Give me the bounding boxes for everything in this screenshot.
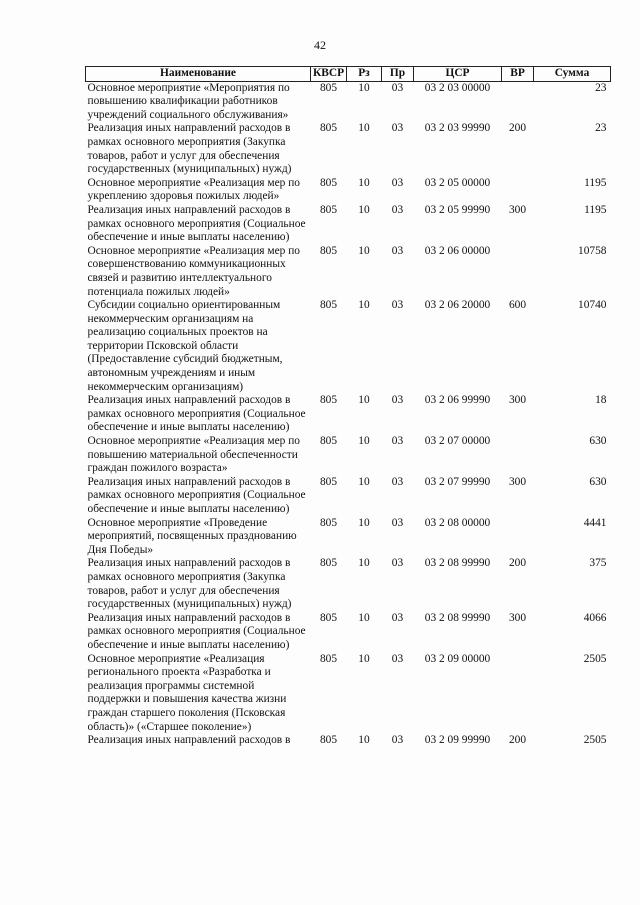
row-vr xyxy=(502,517,534,558)
table-row xyxy=(86,299,611,394)
row-pr: 03 xyxy=(391,652,404,665)
row-csr: 03 2 06 20000 xyxy=(424,299,491,312)
row-pr: 03 xyxy=(391,435,404,448)
row-vr xyxy=(502,245,534,299)
row-name: Реализация иных направлений расходов в рамках основного мероприятия (Социальное обеспечение и иные выплаты населению) xyxy=(87,203,306,244)
row-name: Реализация иных направлений расходов в рамках основного мероприятия (Закупка товаров, работ и услуг для обеспечения государственных (муниципальных) нужд) xyxy=(87,557,292,611)
row-name: Основное мероприятие «Мероприятия по повышению квалификации работников учреждений социального обслуживания» xyxy=(87,81,290,121)
row-pr: 03 xyxy=(391,475,404,488)
row-rz: 10 xyxy=(358,394,370,407)
row-rz: 10 xyxy=(358,652,370,665)
row-pr: 03 xyxy=(391,557,404,570)
row-rz: 10 xyxy=(358,611,370,624)
row-pr: 03 xyxy=(391,244,404,257)
table-row xyxy=(86,517,611,558)
row-sum: 10758 xyxy=(578,244,607,257)
row-name: Основное мероприятие «Проведение мероприятий, посвященных празднованию Дня Победы» xyxy=(87,516,297,556)
row-kvsr: 805 xyxy=(319,475,338,488)
row-sum: 4441 xyxy=(583,516,607,529)
row-name: Реализация иных направлений расходов в xyxy=(87,734,291,747)
row-csr: 03 2 08 99990 xyxy=(424,557,491,570)
row-vr: 300 xyxy=(508,475,527,488)
row-name: Основное мероприятие «Реализация мер по укреплению здоровья пожилых людей» xyxy=(87,176,300,203)
table-row xyxy=(86,177,611,204)
row-sum: 375 xyxy=(589,557,607,570)
page-number: 42 xyxy=(314,38,326,52)
row-rz: 10 xyxy=(358,299,370,312)
row-csr: 03 2 03 99990 xyxy=(424,122,491,135)
row-rz: 10 xyxy=(358,475,370,488)
row-vr xyxy=(502,177,534,204)
row-sum: 4066 xyxy=(583,611,607,624)
table-row xyxy=(86,122,611,176)
header-sum: Сумма xyxy=(534,67,611,82)
row-pr: 03 xyxy=(391,299,404,312)
row-name: Реализация иных направлений расходов в рамках основного мероприятия (Социальное обеспечение и иные выплаты населению) xyxy=(87,394,306,434)
row-kvsr: 805 xyxy=(319,611,338,624)
row-pr: 03 xyxy=(391,122,404,135)
row-csr: 03 2 05 99990 xyxy=(424,203,491,216)
table-row xyxy=(86,734,611,748)
table-row xyxy=(86,204,611,245)
row-pr: 03 xyxy=(391,516,404,529)
row-vr: 300 xyxy=(508,203,527,216)
row-pr: 03 xyxy=(391,394,404,407)
row-sum: 10740 xyxy=(578,299,607,312)
header-csr: ЦСР xyxy=(414,67,502,82)
row-name: Реализация иных направлений расходов в рамках основного мероприятия (Закупка товаров, работ и услуг для обеспечения государственных (муниципальных) нужд) xyxy=(87,122,292,176)
row-name: Реализация иных направлений расходов в рамках основного мероприятия (Социальное обеспечение и иные выплаты населению) xyxy=(87,475,306,515)
table-row xyxy=(86,557,611,611)
table-row xyxy=(86,653,611,735)
row-vr: 300 xyxy=(508,611,527,624)
row-csr: 03 2 09 00000 xyxy=(424,652,491,665)
row-kvsr: 805 xyxy=(319,557,338,570)
row-rz: 10 xyxy=(358,557,370,570)
row-kvsr: 805 xyxy=(319,435,338,448)
row-kvsr: 805 xyxy=(319,394,338,407)
table-body xyxy=(86,81,611,748)
row-rz: 10 xyxy=(358,734,370,747)
row-vr: 300 xyxy=(508,394,527,407)
table-row xyxy=(86,435,611,476)
row-kvsr: 805 xyxy=(319,122,338,135)
row-pr: 03 xyxy=(391,734,404,747)
row-name: Основное мероприятие «Реализация мер по повышению материальной обеспеченности граждан пожилого возраста» xyxy=(87,435,300,475)
row-name: Реализация иных направлений расходов в рамках основного мероприятия (Социальное обеспечение и иные выплаты населению) xyxy=(87,611,306,651)
row-sum: 1195 xyxy=(584,176,607,189)
row-kvsr: 805 xyxy=(319,734,338,747)
header-rz: Рз xyxy=(347,67,382,82)
row-kvsr: 805 xyxy=(319,516,338,529)
row-name: Основное мероприятие «Реализация регионального проекта «Разработка и реализация программы системной поддержки и повышения качества жизни граждан старшего поколения (Псковская область)» («Старшее поколение») xyxy=(87,652,287,733)
row-vr: 200 xyxy=(508,734,527,747)
row-pr: 03 xyxy=(391,176,404,189)
row-kvsr: 805 xyxy=(319,652,338,665)
row-csr: 03 2 03 00000 xyxy=(424,81,491,94)
row-csr: 03 2 07 99990 xyxy=(424,475,491,488)
row-sum: 23 xyxy=(595,122,607,135)
row-csr: 03 2 08 99990 xyxy=(424,611,491,624)
row-pr: 03 xyxy=(391,611,404,624)
header-kvsr: КВСР xyxy=(311,67,347,82)
header-vr: ВР xyxy=(502,67,534,82)
row-rz: 10 xyxy=(358,122,370,135)
row-sum: 2505 xyxy=(583,652,607,665)
budget-table xyxy=(85,66,611,748)
row-csr: 03 2 06 00000 xyxy=(424,244,491,257)
row-rz: 10 xyxy=(358,435,370,448)
row-kvsr: 805 xyxy=(319,176,338,189)
row-kvsr: 805 xyxy=(319,203,338,216)
row-csr: 03 2 06 99990 xyxy=(424,394,491,407)
row-rz: 10 xyxy=(358,203,370,216)
header-pr: Пр xyxy=(382,67,414,82)
row-vr xyxy=(502,435,534,476)
row-vr: 600 xyxy=(508,299,527,312)
table-row xyxy=(86,245,611,299)
row-sum: 1195 xyxy=(584,203,607,216)
row-csr: 03 2 09 99990 xyxy=(424,734,491,747)
row-vr xyxy=(502,81,534,122)
row-kvsr: 805 xyxy=(319,81,338,94)
row-name: Основное мероприятие «Реализация мер по совершенствованию коммуникационных связей и развитию интеллектуального потенциала пожилых людей» xyxy=(87,244,300,298)
row-rz: 10 xyxy=(358,516,370,529)
table-header-row xyxy=(86,67,611,82)
row-rz: 10 xyxy=(358,244,370,257)
row-sum: 630 xyxy=(589,435,607,448)
header-name: Наименование xyxy=(86,67,311,82)
row-sum: 18 xyxy=(595,394,607,407)
row-sum: 23 xyxy=(595,81,607,94)
row-pr: 03 xyxy=(391,203,404,216)
row-vr: 200 xyxy=(508,122,527,135)
row-sum: 630 xyxy=(589,475,607,488)
row-kvsr: 805 xyxy=(319,299,338,312)
row-vr xyxy=(502,653,534,735)
row-csr: 03 2 05 00000 xyxy=(424,176,491,189)
row-pr: 03 xyxy=(391,81,404,94)
row-vr: 200 xyxy=(508,557,527,570)
row-csr: 03 2 08 00000 xyxy=(424,516,491,529)
row-kvsr: 805 xyxy=(319,244,338,257)
row-rz: 10 xyxy=(358,176,370,189)
table-row xyxy=(86,612,611,653)
table-row xyxy=(86,476,611,517)
row-sum: 2505 xyxy=(583,734,607,747)
row-csr: 03 2 07 00000 xyxy=(424,435,491,448)
table-row xyxy=(86,81,611,122)
table-row xyxy=(86,394,611,435)
row-rz: 10 xyxy=(358,81,370,94)
row-name: Субсидии социально ориентированным некоммерческим организациям на реализацию социальных проектов на территории Псковской области (Предоставление субсидий бюджетным, автономным учреждениям и иным некоммерческим организациям) xyxy=(87,299,283,393)
